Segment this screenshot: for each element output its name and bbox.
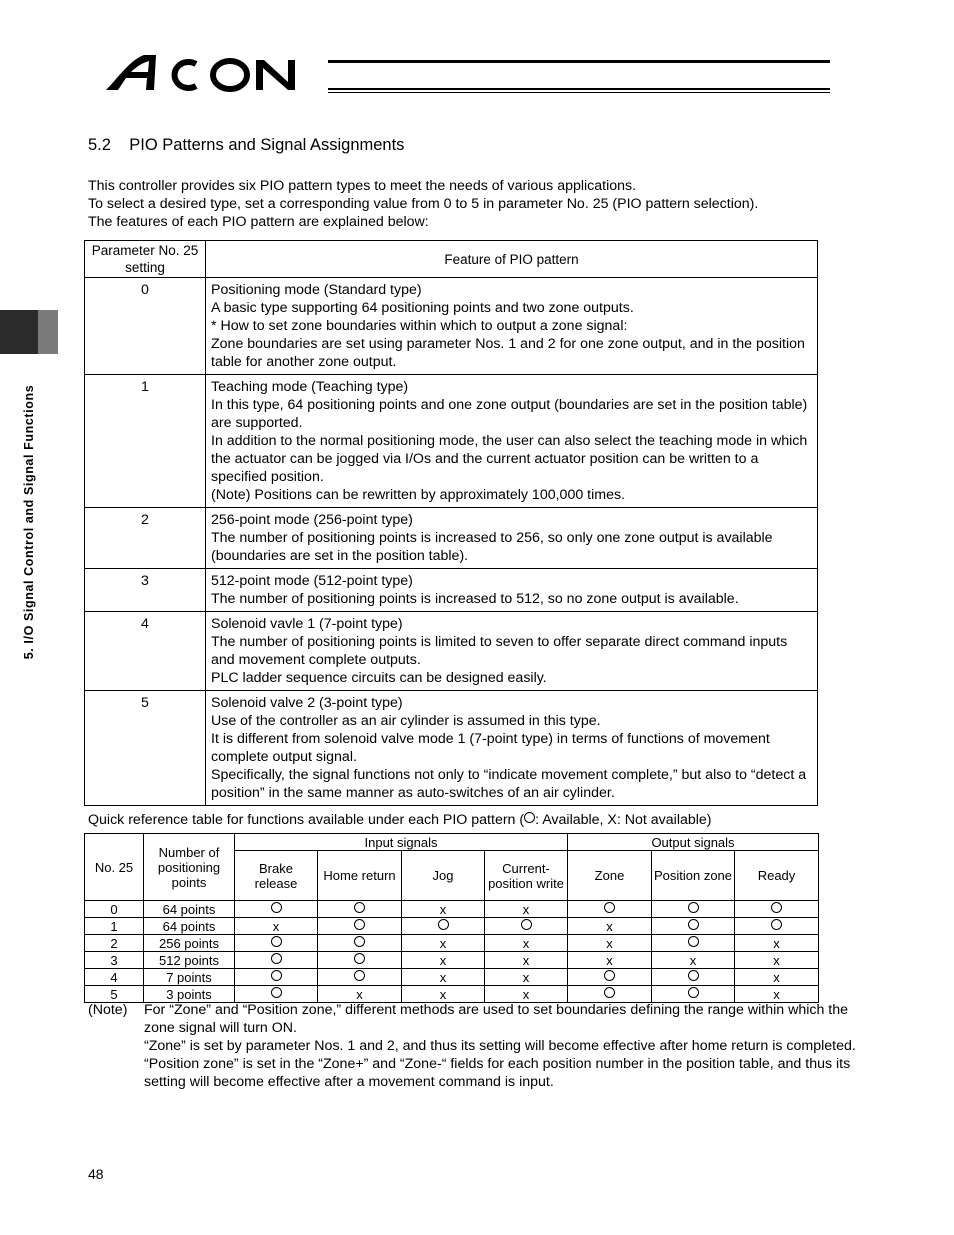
cell-not-available: x: [485, 969, 568, 986]
available-circle-icon: [271, 953, 282, 964]
pattern-feature: [206, 612, 818, 691]
feature-line: (Note) Positions can be rewritten by approximately 100,000 times.: [211, 487, 626, 503]
cell-available: [652, 969, 735, 986]
available-circle-icon: [688, 936, 699, 947]
header-brake-release: Brake release: [235, 851, 318, 901]
cell-available: [318, 935, 402, 952]
cell-no25: 5: [85, 986, 144, 1003]
feature-line: Use of the controller as an air cylinder is assumed in this type.: [211, 713, 601, 729]
pattern-feature: [206, 375, 818, 508]
available-circle-icon: [354, 970, 365, 981]
feature-line: Positioning mode (Standard type): [211, 282, 422, 298]
cell-no25: 3: [85, 952, 144, 969]
page-number: 48: [88, 1166, 104, 1182]
note-paragraph: “Position zone” is set in the “Zone+” and “Zone-“ fields for each position number in the position table, and thus its setting will become effective after a movement command is input.: [144, 1056, 851, 1090]
intro-line: The features of each PIO pattern are explained below:: [88, 214, 429, 230]
header-rule-thick: [328, 60, 830, 63]
header-positioning-points: Number of positioning points: [144, 834, 235, 901]
pattern-row: [85, 508, 818, 569]
cell-not-available: x: [568, 918, 652, 935]
cell-not-available: x: [735, 969, 819, 986]
cell-available: [735, 901, 819, 918]
feature-line: Teaching mode (Teaching type): [211, 379, 409, 395]
header-ready: Ready: [735, 851, 819, 901]
feature-line: It is different from solenoid valve mode 1 (7-point type) in terms of functions of movement complete output signal.: [211, 731, 770, 765]
feature-line: PLC ladder sequence circuits can be designed easily.: [211, 670, 547, 686]
available-circle-icon: [271, 902, 282, 913]
cell-available: [652, 935, 735, 952]
cell-available: [318, 901, 402, 918]
header-rule-thin: [328, 92, 830, 93]
feature-line: In addition to the normal positioning mode, the user can also select the teaching mode in which the actuator can be jogged via I/Os and the current actuator position can be written to a specified position.: [211, 433, 808, 485]
quick-reference-caption: [88, 812, 712, 828]
header-jog: Jog: [402, 851, 485, 901]
quick-ref-body: [85, 901, 819, 1003]
acon-logo: [104, 50, 326, 95]
note-paragraph: For “Zone” and “Position zone,” different methods are used to set boundaries defining the range within which the zone signal will turn ON.: [144, 1002, 849, 1036]
chapter-tab-shade: [38, 310, 58, 354]
cell-available: [235, 952, 318, 969]
available-circle-icon: [604, 970, 615, 981]
intro-line: This controller provides six PIO pattern types to meet the needs of various applications.: [88, 178, 637, 194]
caption-text-after: : Available, X: Not available): [535, 812, 712, 828]
cell-not-available: x: [402, 986, 485, 1003]
cell-not-available: x: [652, 952, 735, 969]
available-circle-icon: [271, 936, 282, 947]
available-circle-icon: [354, 902, 365, 913]
pattern-feature: [206, 569, 818, 612]
cell-positioning-points: 3 points: [144, 986, 235, 1003]
pattern-setting: 1: [85, 375, 206, 508]
table-row: [85, 935, 819, 952]
pattern-row: [85, 278, 818, 375]
cell-available: [652, 986, 735, 1003]
note-paragraph: “Zone” is set by parameter Nos. 1 and 2, and thus its setting will become effective after home return is completed.: [144, 1038, 856, 1054]
cell-available: [652, 918, 735, 935]
note-label: (Note): [88, 1002, 128, 1018]
cell-available: [318, 969, 402, 986]
pattern-setting: 4: [85, 612, 206, 691]
header-feature: Feature of PIO pattern: [206, 241, 818, 278]
pattern-setting: 3: [85, 569, 206, 612]
table-row: [85, 986, 819, 1003]
header-position-zone: Position zone: [652, 851, 735, 901]
cell-not-available: x: [735, 935, 819, 952]
cell-available: [235, 901, 318, 918]
chapter-side-label: 5. I/O Signal Control and Signal Functions: [22, 384, 36, 660]
feature-line: The number of positioning points is limited to seven to offer separate direct command inputs and movement complete outputs.: [211, 634, 788, 668]
cell-available: [568, 969, 652, 986]
available-circle-icon: [771, 902, 782, 913]
pattern-setting: 5: [85, 691, 206, 806]
cell-available: [402, 918, 485, 935]
available-circle-icon: [524, 812, 535, 823]
cell-not-available: x: [735, 952, 819, 969]
pattern-row: [85, 569, 818, 612]
cell-not-available: x: [485, 901, 568, 918]
cell-available: [235, 935, 318, 952]
header-setting: Parameter No. 25 setting: [85, 241, 206, 278]
cell-available: [235, 969, 318, 986]
available-circle-icon: [771, 919, 782, 930]
pattern-table-header: [85, 241, 818, 278]
cell-no25: 0: [85, 901, 144, 918]
caption-text-before: Quick reference table for functions available under each PIO pattern (: [88, 812, 525, 828]
cell-no25: 4: [85, 969, 144, 986]
feature-line: In this type, 64 positioning points and one zone output (boundaries are set in the position table) are supported.: [211, 397, 808, 431]
pattern-row: [85, 375, 818, 508]
feature-line: Zone boundaries are set using parameter Nos. 1 and 2 for one zone output, and in the position table for another zone output.: [211, 336, 805, 370]
feature-line: * How to set zone boundaries within which to output a zone signal:: [211, 318, 628, 334]
header-output-signals: Output signals: [568, 834, 819, 851]
pattern-row: [85, 691, 818, 806]
feature-line: 512-point mode (512-point type): [211, 573, 413, 589]
cell-available: [235, 986, 318, 1003]
cell-available: [318, 952, 402, 969]
pattern-feature: [206, 691, 818, 806]
header-home-return: Home return: [318, 851, 402, 901]
intro-paragraph: [88, 177, 758, 231]
cell-not-available: x: [402, 969, 485, 986]
cell-no25: 2: [85, 935, 144, 952]
pattern-setting: 2: [85, 508, 206, 569]
quick-reference-table: [84, 833, 819, 1003]
available-circle-icon: [354, 936, 365, 947]
cell-not-available: x: [402, 935, 485, 952]
chapter-tab-marker: [0, 310, 38, 354]
cell-available: [568, 986, 652, 1003]
feature-line: Solenoid vavle 1 (7-point type): [211, 616, 403, 632]
header-input-signals: Input signals: [235, 834, 568, 851]
cell-not-available: x: [485, 952, 568, 969]
cell-available: [735, 918, 819, 935]
cell-not-available: x: [402, 952, 485, 969]
pattern-feature: [206, 278, 818, 375]
section-heading: 5.2 PIO Patterns and Signal Assignments: [88, 136, 405, 154]
table-row: [85, 901, 819, 918]
cell-not-available: x: [568, 952, 652, 969]
cell-not-available: x: [735, 986, 819, 1003]
cell-positioning-points: 256 points: [144, 935, 235, 952]
cell-positioning-points: 64 points: [144, 918, 235, 935]
table-row: [85, 952, 819, 969]
available-circle-icon: [521, 919, 532, 930]
pattern-feature: [206, 508, 818, 569]
pattern-setting: 0: [85, 278, 206, 375]
cell-not-available: x: [485, 986, 568, 1003]
header-current-position-write: Current-position write: [485, 851, 568, 901]
cell-available: [652, 901, 735, 918]
quick-ref-group-header: [85, 834, 819, 851]
feature-line: The number of positioning points is increased to 512, so no zone output is available.: [211, 591, 739, 607]
cell-available: [318, 918, 402, 935]
pattern-row: [85, 612, 818, 691]
feature-line: A basic type supporting 64 positioning points and two zone outputs.: [211, 300, 634, 316]
available-circle-icon: [688, 970, 699, 981]
available-circle-icon: [604, 902, 615, 913]
available-circle-icon: [271, 970, 282, 981]
cell-not-available: x: [235, 918, 318, 935]
cell-available: [568, 901, 652, 918]
feature-line: 256-point mode (256-point type): [211, 512, 413, 528]
cell-no25: 1: [85, 918, 144, 935]
feature-line: Solenoid valve 2 (3-point type): [211, 695, 403, 711]
pio-pattern-table: [84, 240, 818, 806]
available-circle-icon: [688, 987, 699, 998]
available-circle-icon: [438, 919, 449, 930]
available-circle-icon: [688, 919, 699, 930]
table-row: [85, 969, 819, 986]
cell-positioning-points: 7 points: [144, 969, 235, 986]
header-no25: No. 25: [85, 834, 144, 901]
cell-positioning-points: 64 points: [144, 901, 235, 918]
available-circle-icon: [604, 987, 615, 998]
available-circle-icon: [354, 953, 365, 964]
table-row: [85, 918, 819, 935]
cell-not-available: x: [568, 935, 652, 952]
cell-positioning-points: 512 points: [144, 952, 235, 969]
cell-not-available: x: [485, 935, 568, 952]
cell-not-available: x: [318, 986, 402, 1003]
available-circle-icon: [688, 902, 699, 913]
header-rule-lower: [328, 88, 830, 90]
note-body: [144, 1001, 856, 1091]
header-zone: Zone: [568, 851, 652, 901]
intro-line: To select a desired type, set a corresponding value from 0 to 5 in parameter No. 25 (PIO pattern selection).: [88, 196, 759, 212]
feature-line: Specifically, the signal functions not only to “indicate movement complete,” but also to “detect a position” in the same manner as auto-switches of an air cylinder.: [211, 767, 807, 801]
cell-available: [485, 918, 568, 935]
available-circle-icon: [354, 919, 365, 930]
feature-line: The number of positioning points is increased to 256, so only one zone output is available (boundaries are set in the position table).: [211, 530, 773, 564]
available-circle-icon: [271, 987, 282, 998]
cell-not-available: x: [402, 901, 485, 918]
